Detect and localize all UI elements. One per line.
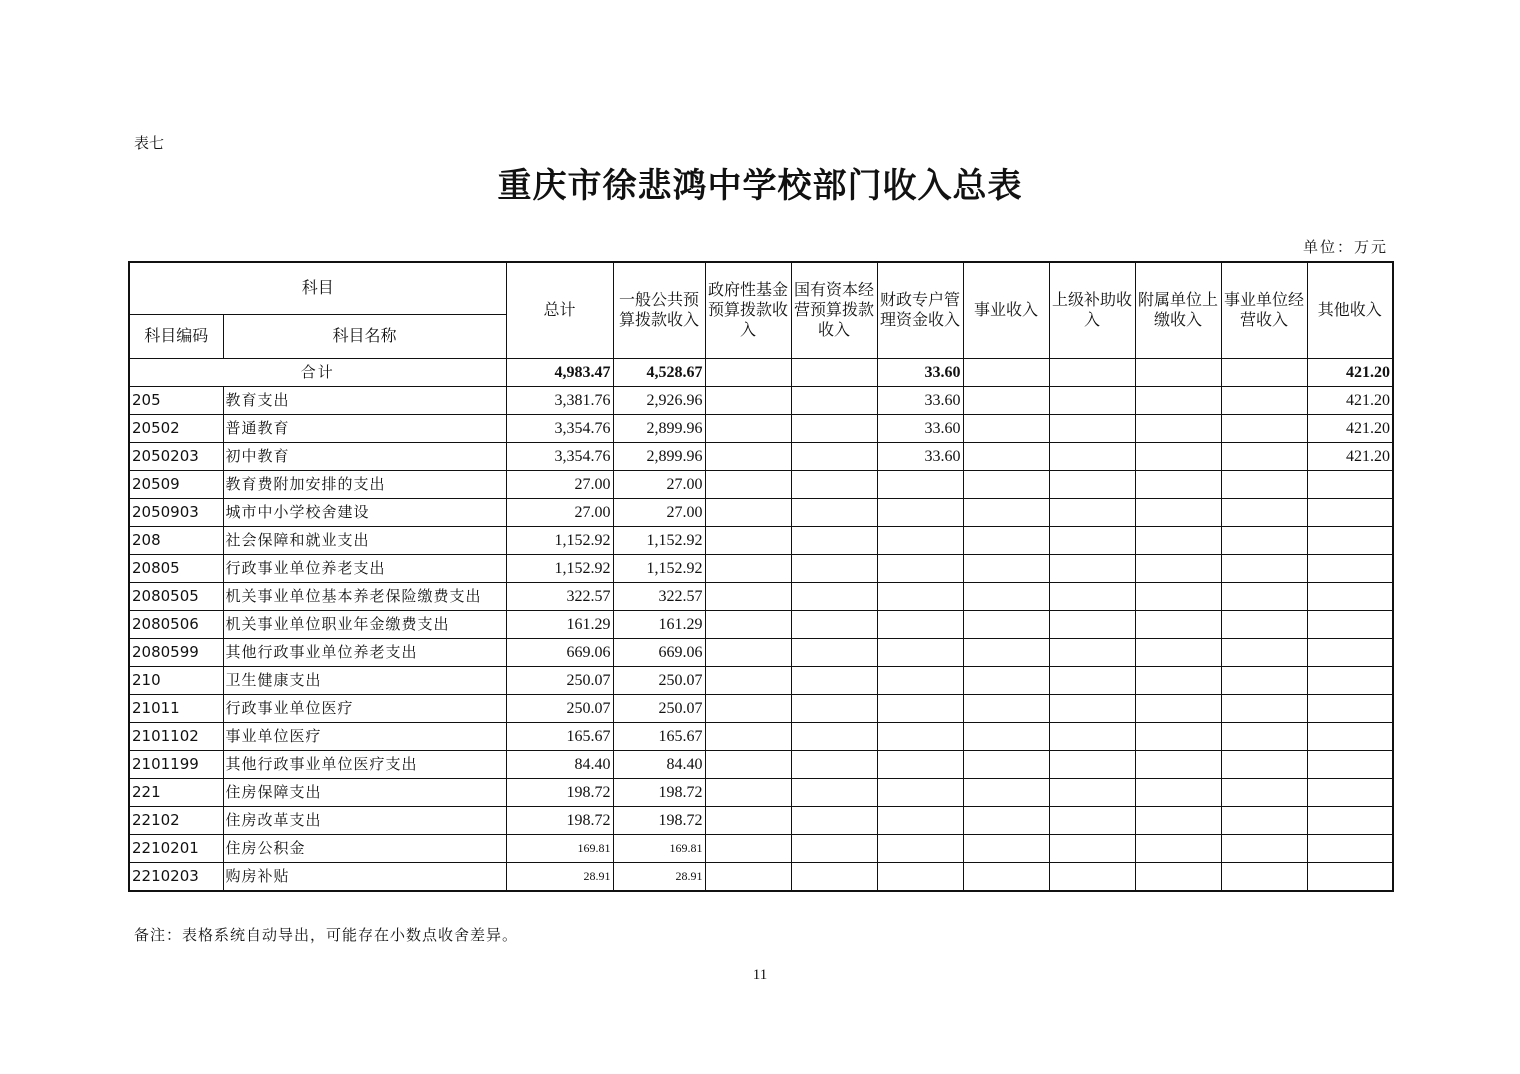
- row-general-budget: 28.91: [613, 862, 705, 891]
- row-gov-fund: [705, 722, 791, 750]
- row-total: 198.72: [506, 778, 613, 806]
- row-general-budget: 198.72: [613, 778, 705, 806]
- table-row: [129, 694, 1393, 722]
- row-operating-income: [1221, 862, 1307, 891]
- row-code: 210: [129, 666, 223, 694]
- row-state-capital: [791, 554, 877, 582]
- row-fiscal-special: [877, 778, 963, 806]
- row-name: 机关事业单位职业年金缴费支出: [223, 610, 506, 638]
- table-row: [129, 750, 1393, 778]
- row-affiliated-income: [1135, 722, 1221, 750]
- row-other-income: [1307, 834, 1393, 862]
- row-operating-income: [1221, 722, 1307, 750]
- row-total: 1,152.92: [506, 526, 613, 554]
- row-operating-income: [1221, 666, 1307, 694]
- row-name: 其他行政事业单位医疗支出: [223, 750, 506, 778]
- row-name: 教育费附加安排的支出: [223, 470, 506, 498]
- row-gov-fund: [705, 694, 791, 722]
- row-affiliated-income: [1135, 694, 1221, 722]
- row-code: 208: [129, 526, 223, 554]
- total-total: 4,983.47: [506, 358, 613, 386]
- row-operating-income: [1221, 526, 1307, 554]
- row-fiscal-special: 33.60: [877, 414, 963, 442]
- row-affiliated-income: [1135, 442, 1221, 470]
- row-gov-fund: [705, 582, 791, 610]
- row-general-budget: 2,899.96: [613, 414, 705, 442]
- row-other-income: 421.20: [1307, 386, 1393, 414]
- row-name: 购房补贴: [223, 862, 506, 891]
- row-superior-subsidy: [1049, 806, 1135, 834]
- row-operating-income: [1221, 694, 1307, 722]
- table-row: [129, 666, 1393, 694]
- row-business-income: [963, 694, 1049, 722]
- table-row: [129, 582, 1393, 610]
- row-fiscal-special: [877, 750, 963, 778]
- row-business-income: [963, 610, 1049, 638]
- row-code: 2210201: [129, 834, 223, 862]
- row-total: 250.07: [506, 694, 613, 722]
- row-superior-subsidy: [1049, 638, 1135, 666]
- row-state-capital: [791, 806, 877, 834]
- row-other-income: [1307, 638, 1393, 666]
- row-name: 其他行政事业单位养老支出: [223, 638, 506, 666]
- row-state-capital: [791, 442, 877, 470]
- row-name: 城市中小学校舍建设: [223, 498, 506, 526]
- row-gov-fund: [705, 526, 791, 554]
- row-affiliated-income: [1135, 554, 1221, 582]
- row-affiliated-income: [1135, 498, 1221, 526]
- row-business-income: [963, 638, 1049, 666]
- row-code: 221: [129, 778, 223, 806]
- row-other-income: [1307, 526, 1393, 554]
- row-name: 教育支出: [223, 386, 506, 414]
- row-gov-fund: [705, 610, 791, 638]
- row-superior-subsidy: [1049, 750, 1135, 778]
- row-fiscal-special: [877, 806, 963, 834]
- header-fiscal-special: 财政专户管理资金收入: [877, 262, 963, 358]
- row-business-income: [963, 806, 1049, 834]
- row-affiliated-income: [1135, 414, 1221, 442]
- row-business-income: [963, 666, 1049, 694]
- header-superior-subsidy: 上级补助收入: [1049, 262, 1135, 358]
- row-business-income: [963, 862, 1049, 891]
- row-name: 住房公积金: [223, 834, 506, 862]
- row-superior-subsidy: [1049, 778, 1135, 806]
- row-affiliated-income: [1135, 750, 1221, 778]
- row-state-capital: [791, 722, 877, 750]
- row-superior-subsidy: [1049, 526, 1135, 554]
- row-operating-income: [1221, 638, 1307, 666]
- header-general-budget: 一般公共预算拨款收入: [613, 262, 705, 358]
- row-affiliated-income: [1135, 806, 1221, 834]
- row-affiliated-income: [1135, 862, 1221, 891]
- table-row: [129, 442, 1393, 470]
- row-operating-income: [1221, 442, 1307, 470]
- header-affiliated-income: 附属单位上缴收入: [1135, 262, 1221, 358]
- table-label: 表七: [134, 134, 165, 152]
- row-state-capital: [791, 610, 877, 638]
- row-code: 22102: [129, 806, 223, 834]
- row-total: 3,354.76: [506, 414, 613, 442]
- row-gov-fund: [705, 834, 791, 862]
- table-row: [129, 778, 1393, 806]
- row-code: 2101199: [129, 750, 223, 778]
- row-general-budget: 165.67: [613, 722, 705, 750]
- row-operating-income: [1221, 750, 1307, 778]
- row-operating-income: [1221, 778, 1307, 806]
- row-general-budget: 322.57: [613, 582, 705, 610]
- row-state-capital: [791, 862, 877, 891]
- row-other-income: 421.20: [1307, 414, 1393, 442]
- row-superior-subsidy: [1049, 666, 1135, 694]
- header-code: 科目编码: [129, 314, 223, 358]
- row-other-income: [1307, 806, 1393, 834]
- total-gov-fund: [705, 358, 791, 386]
- row-gov-fund: [705, 442, 791, 470]
- row-superior-subsidy: [1049, 694, 1135, 722]
- row-business-income: [963, 722, 1049, 750]
- row-business-income: [963, 778, 1049, 806]
- row-business-income: [963, 834, 1049, 862]
- header-state-capital: 国有资本经营预算拨款收入: [791, 262, 877, 358]
- total-state-capital: [791, 358, 877, 386]
- table-row: [129, 722, 1393, 750]
- row-other-income: 421.20: [1307, 442, 1393, 470]
- unit-label: 单位：万元: [1302, 238, 1388, 256]
- row-code: 2050203: [129, 442, 223, 470]
- row-fiscal-special: 33.60: [877, 442, 963, 470]
- row-state-capital: [791, 526, 877, 554]
- row-operating-income: [1221, 834, 1307, 862]
- row-general-budget: 2,899.96: [613, 442, 705, 470]
- row-business-income: [963, 582, 1049, 610]
- row-total: 669.06: [506, 638, 613, 666]
- row-operating-income: [1221, 414, 1307, 442]
- row-code: 2101102: [129, 722, 223, 750]
- row-code: 205: [129, 386, 223, 414]
- header-other-income: 其他收入: [1307, 262, 1393, 358]
- row-other-income: [1307, 694, 1393, 722]
- table-row: [129, 610, 1393, 638]
- row-general-budget: 250.07: [613, 694, 705, 722]
- row-total: 165.67: [506, 722, 613, 750]
- row-operating-income: [1221, 554, 1307, 582]
- row-total: 169.81: [506, 834, 613, 862]
- row-business-income: [963, 386, 1049, 414]
- header-name: 科目名称: [223, 314, 506, 358]
- total-other-income: 421.20: [1307, 358, 1393, 386]
- footnote: 备注：表格系统自动导出，可能存在小数点收舍差异。: [134, 926, 519, 944]
- row-business-income: [963, 498, 1049, 526]
- row-general-budget: 198.72: [613, 806, 705, 834]
- header-business-income: 事业收入: [963, 262, 1049, 358]
- row-fiscal-special: [877, 498, 963, 526]
- row-superior-subsidy: [1049, 834, 1135, 862]
- row-code: 2080599: [129, 638, 223, 666]
- row-general-budget: 2,926.96: [613, 386, 705, 414]
- row-business-income: [963, 442, 1049, 470]
- row-total: 198.72: [506, 806, 613, 834]
- total-operating-income: [1221, 358, 1307, 386]
- table-row: [129, 834, 1393, 862]
- table-row: [129, 498, 1393, 526]
- row-name: 初中教育: [223, 442, 506, 470]
- row-operating-income: [1221, 386, 1307, 414]
- total-label: 合计: [129, 358, 506, 386]
- table-row: [129, 470, 1393, 498]
- row-fiscal-special: 33.60: [877, 386, 963, 414]
- row-gov-fund: [705, 470, 791, 498]
- row-code: 2080505: [129, 582, 223, 610]
- total-superior-subsidy: [1049, 358, 1135, 386]
- row-operating-income: [1221, 498, 1307, 526]
- row-other-income: [1307, 778, 1393, 806]
- table-row: [129, 638, 1393, 666]
- row-total: 27.00: [506, 470, 613, 498]
- row-name: 卫生健康支出: [223, 666, 506, 694]
- row-fiscal-special: [877, 666, 963, 694]
- row-state-capital: [791, 386, 877, 414]
- row-business-income: [963, 554, 1049, 582]
- row-fiscal-special: [877, 638, 963, 666]
- page-title: 重庆市徐悲鸿中学校部门收入总表: [497, 166, 1023, 206]
- row-gov-fund: [705, 750, 791, 778]
- row-general-budget: 84.40: [613, 750, 705, 778]
- row-other-income: [1307, 722, 1393, 750]
- table-row: [129, 554, 1393, 582]
- row-code: 2050903: [129, 498, 223, 526]
- total-fiscal-special: 33.60: [877, 358, 963, 386]
- row-operating-income: [1221, 806, 1307, 834]
- row-name: 机关事业单位基本养老保险缴费支出: [223, 582, 506, 610]
- row-gov-fund: [705, 638, 791, 666]
- row-other-income: [1307, 582, 1393, 610]
- row-general-budget: 669.06: [613, 638, 705, 666]
- row-affiliated-income: [1135, 666, 1221, 694]
- row-affiliated-income: [1135, 778, 1221, 806]
- row-name: 社会保障和就业支出: [223, 526, 506, 554]
- row-fiscal-special: [877, 862, 963, 891]
- row-total: 28.91: [506, 862, 613, 891]
- row-other-income: [1307, 470, 1393, 498]
- row-affiliated-income: [1135, 470, 1221, 498]
- row-state-capital: [791, 834, 877, 862]
- row-general-budget: 27.00: [613, 498, 705, 526]
- row-state-capital: [791, 638, 877, 666]
- row-general-budget: 1,152.92: [613, 554, 705, 582]
- row-superior-subsidy: [1049, 442, 1135, 470]
- row-code: 20509: [129, 470, 223, 498]
- row-operating-income: [1221, 470, 1307, 498]
- row-total: 3,354.76: [506, 442, 613, 470]
- total-affiliated-income: [1135, 358, 1221, 386]
- row-fiscal-special: [877, 554, 963, 582]
- header-total: 总计: [506, 262, 613, 358]
- row-superior-subsidy: [1049, 582, 1135, 610]
- page-number: 11: [752, 967, 768, 983]
- row-total: 161.29: [506, 610, 613, 638]
- row-name: 行政事业单位养老支出: [223, 554, 506, 582]
- row-fiscal-special: [877, 526, 963, 554]
- row-total: 250.07: [506, 666, 613, 694]
- row-state-capital: [791, 414, 877, 442]
- table-row: [129, 526, 1393, 554]
- row-total: 322.57: [506, 582, 613, 610]
- row-operating-income: [1221, 582, 1307, 610]
- row-code: 20805: [129, 554, 223, 582]
- row-affiliated-income: [1135, 526, 1221, 554]
- row-fiscal-special: [877, 582, 963, 610]
- row-superior-subsidy: [1049, 386, 1135, 414]
- row-gov-fund: [705, 778, 791, 806]
- total-row: [129, 358, 1393, 386]
- row-general-budget: 169.81: [613, 834, 705, 862]
- row-affiliated-income: [1135, 834, 1221, 862]
- row-business-income: [963, 414, 1049, 442]
- table-row: [129, 414, 1393, 442]
- row-other-income: [1307, 750, 1393, 778]
- row-general-budget: 161.29: [613, 610, 705, 638]
- row-superior-subsidy: [1049, 498, 1135, 526]
- row-fiscal-special: [877, 694, 963, 722]
- row-state-capital: [791, 694, 877, 722]
- row-fiscal-special: [877, 722, 963, 750]
- row-name: 行政事业单位医疗: [223, 694, 506, 722]
- row-total: 1,152.92: [506, 554, 613, 582]
- row-gov-fund: [705, 554, 791, 582]
- income-table: [128, 261, 1394, 892]
- header-gov-fund: 政府性基金预算拨款收入: [705, 262, 791, 358]
- row-superior-subsidy: [1049, 862, 1135, 891]
- row-state-capital: [791, 470, 877, 498]
- table-row: [129, 386, 1393, 414]
- row-gov-fund: [705, 498, 791, 526]
- row-name: 事业单位医疗: [223, 722, 506, 750]
- row-state-capital: [791, 666, 877, 694]
- row-gov-fund: [705, 386, 791, 414]
- row-name: 住房保障支出: [223, 778, 506, 806]
- row-fiscal-special: [877, 610, 963, 638]
- row-name: 住房改革支出: [223, 806, 506, 834]
- row-code: 2210203: [129, 862, 223, 891]
- row-total: 27.00: [506, 498, 613, 526]
- row-general-budget: 1,152.92: [613, 526, 705, 554]
- header-subject: 科目: [129, 262, 506, 314]
- row-state-capital: [791, 778, 877, 806]
- row-fiscal-special: [877, 470, 963, 498]
- row-operating-income: [1221, 610, 1307, 638]
- table-row: [129, 862, 1393, 891]
- row-code: 20502: [129, 414, 223, 442]
- row-code: 21011: [129, 694, 223, 722]
- total-general-budget: 4,528.67: [613, 358, 705, 386]
- header-operating-income: 事业单位经营收入: [1221, 262, 1307, 358]
- row-state-capital: [791, 498, 877, 526]
- row-business-income: [963, 750, 1049, 778]
- row-other-income: [1307, 666, 1393, 694]
- row-affiliated-income: [1135, 582, 1221, 610]
- row-fiscal-special: [877, 834, 963, 862]
- row-gov-fund: [705, 806, 791, 834]
- row-gov-fund: [705, 666, 791, 694]
- row-business-income: [963, 526, 1049, 554]
- row-gov-fund: [705, 414, 791, 442]
- total-business-income: [963, 358, 1049, 386]
- row-superior-subsidy: [1049, 610, 1135, 638]
- row-name: 普通教育: [223, 414, 506, 442]
- row-total: 84.40: [506, 750, 613, 778]
- row-general-budget: 250.07: [613, 666, 705, 694]
- row-state-capital: [791, 750, 877, 778]
- row-state-capital: [791, 582, 877, 610]
- row-affiliated-income: [1135, 386, 1221, 414]
- row-other-income: [1307, 554, 1393, 582]
- row-other-income: [1307, 862, 1393, 891]
- row-superior-subsidy: [1049, 554, 1135, 582]
- row-business-income: [963, 470, 1049, 498]
- row-general-budget: 27.00: [613, 470, 705, 498]
- row-other-income: [1307, 610, 1393, 638]
- row-superior-subsidy: [1049, 722, 1135, 750]
- row-gov-fund: [705, 862, 791, 891]
- row-affiliated-income: [1135, 638, 1221, 666]
- row-superior-subsidy: [1049, 470, 1135, 498]
- row-other-income: [1307, 498, 1393, 526]
- row-affiliated-income: [1135, 610, 1221, 638]
- row-code: 2080506: [129, 610, 223, 638]
- table-row: [129, 806, 1393, 834]
- row-superior-subsidy: [1049, 414, 1135, 442]
- row-total: 3,381.76: [506, 386, 613, 414]
